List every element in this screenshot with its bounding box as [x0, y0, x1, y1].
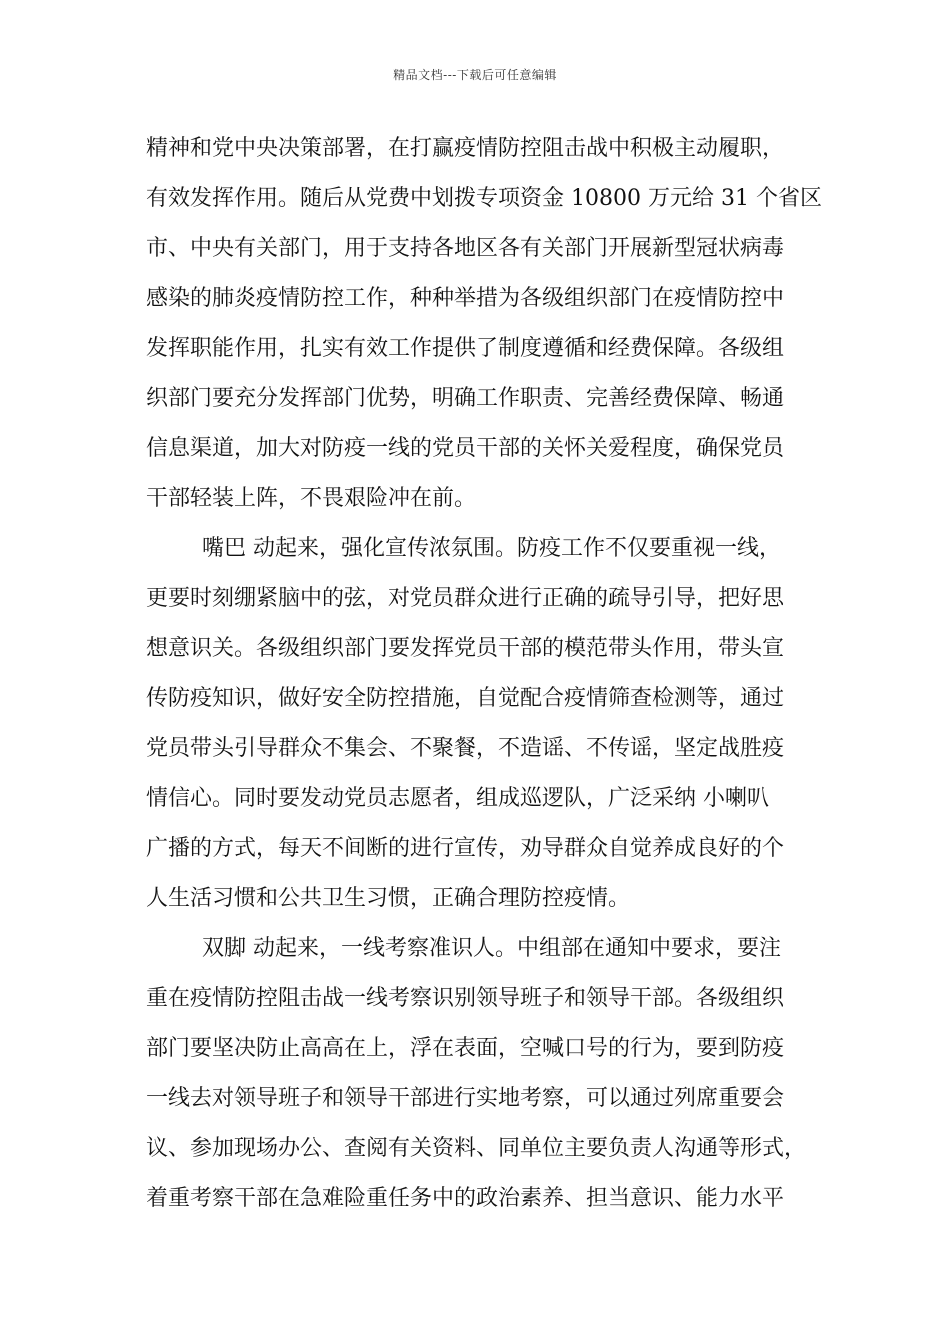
text-line: 着重考察干部在急难险重任务中的政治素养、担当意识、能力水平: [146, 1186, 785, 1211]
text-line: 想意识关。各级组织部门要发挥党员干部的模范带头作用，带头宣: [146, 636, 785, 661]
paragraph-start-line: 双脚 动起来，一线考察准识人。中组部在通知中要求，要注: [202, 936, 781, 961]
text-line: 有效发挥作用。随后从党费中划拨专项资金 10800 万元给 31 个省区: [146, 186, 822, 211]
document-body: [146, 124, 822, 1224]
paragraph-start-line: 嘴巴 动起来，强化宣传浓氛围。防疫工作不仅要重视一线，: [202, 536, 781, 561]
text-line: 一线去对领导班子和领导干部进行实地考察，可以通过列席重要会: [146, 1086, 785, 1111]
text-line: 更要时刻绷紧脑中的弦，对党员群众进行正确的疏导引导，把好思: [146, 586, 785, 611]
text-line: 织部门要充分发挥部门优势，明确工作职责、完善经费保障、畅通: [146, 386, 785, 411]
text-line: 精神和党中央决策部署，在打赢疫情防控阻击战中积极主动履职，: [146, 136, 785, 161]
text-line: 干部轻装上阵，不畏艰险冲在前。: [146, 486, 477, 511]
text-line: 议、参加现场办公、查阅有关资料、同单位主要负责人沟通等形式，: [146, 1136, 807, 1161]
text-line: 人生活习惯和公共卫生习惯，正确合理防控疫情。: [146, 886, 631, 911]
text-line: 部门要坚决防止高高在上，浮在表面，空喊口号的行为，要到防疫: [146, 1036, 785, 1061]
text-line: 发挥职能作用，扎实有效工作提供了制度遵循和经费保障。各级组: [146, 336, 785, 361]
text-line: 党员带头引导群众不集会、不聚餐，不造谣、不传谣，坚定战胜疫: [146, 736, 785, 761]
text-line: 情信心。同时要发动党员志愿者，组成巡逻队，广泛采纳 小喇叭: [146, 786, 769, 811]
text-line: 重在疫情防控阻击战一线考察识别领导班子和领导干部。各级组织: [146, 986, 785, 1011]
text-line: 传防疫知识，做好安全防控措施，自觉配合疫情筛查检测等，通过: [146, 686, 785, 711]
page-header: 精品文档---下载后可任意编辑: [393, 68, 557, 82]
text-line: 广播的方式，每天不间断的进行宣传，劝导群众自觉养成良好的个: [146, 836, 785, 861]
text-line: 感染的肺炎疫情防控工作，种种举措为各级组织部门在疫情防控中: [146, 286, 785, 311]
text-line: 市、中央有关部门，用于支持各地区各有关部门开展新型冠状病毒: [146, 236, 785, 261]
text-line: 信息渠道，加大对防疫一线的党员干部的关怀关爱程度，确保党员: [146, 436, 785, 461]
